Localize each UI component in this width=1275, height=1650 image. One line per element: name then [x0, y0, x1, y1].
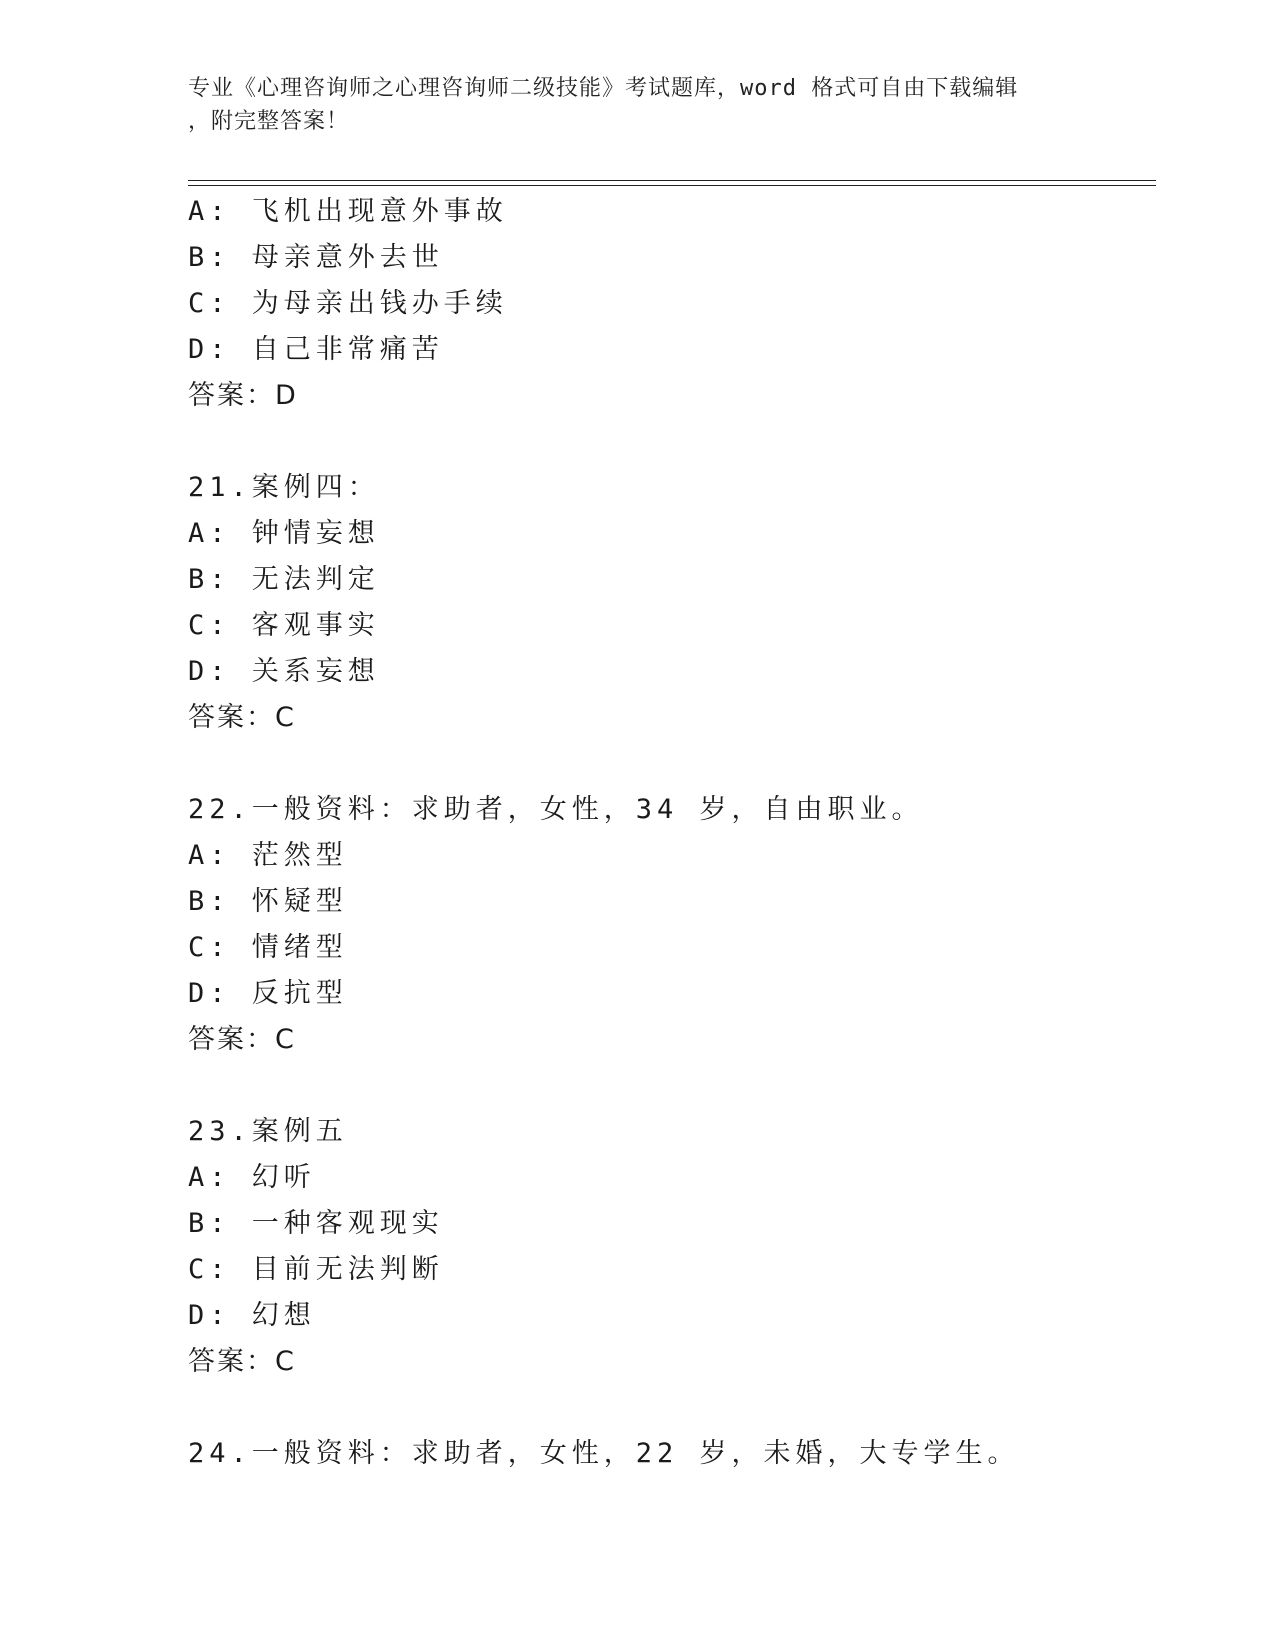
header-line-1: 专业《心理咨询师之心理咨询师二级技能》考试题库，word 格式可自由下载编辑 — [188, 76, 1019, 101]
option-a: A: 飞机出现意外事故 — [188, 196, 508, 227]
question-block-24 — [188, 1431, 1156, 1477]
option-c: C: 为母亲出钱办手续 — [188, 288, 508, 319]
option-c: C: 目前无法判断 — [188, 1254, 444, 1285]
question-block-20 — [188, 189, 1156, 419]
spacer — [188, 1385, 1156, 1431]
option-b: B: 无法判定 — [188, 564, 380, 595]
option-b: B: 一种客观现实 — [188, 1208, 444, 1239]
option-d: D: 反抗型 — [188, 978, 348, 1009]
spacer — [188, 1063, 1156, 1109]
answer-line: 答案：C — [188, 1024, 296, 1055]
header-divider-bottom — [188, 185, 1156, 186]
question-block-22 — [188, 787, 1156, 1063]
option-a: A: 茫然型 — [188, 840, 348, 871]
option-a: A: 幻听 — [188, 1162, 316, 1193]
option-c: C: 情绪型 — [188, 932, 348, 963]
question-block-21 — [188, 465, 1156, 741]
question-title: 24.一般资料：求助者，女性，22 岁，未婚，大专学生。 — [188, 1438, 1020, 1469]
question-title: 23.案例五 — [188, 1116, 348, 1147]
option-a: A: 钟情妄想 — [188, 518, 380, 549]
option-d: D: 自己非常痛苦 — [188, 334, 444, 365]
answer-line: 答案：C — [188, 702, 296, 733]
option-b: B: 母亲意外去世 — [188, 242, 444, 273]
option-d: D: 幻想 — [188, 1300, 316, 1331]
option-b: B: 怀疑型 — [188, 886, 348, 917]
header-line-2: ，附完整答案！ — [188, 109, 350, 134]
question-title: 22.一般资料：求助者，女性，34 岁，自由职业。 — [188, 794, 924, 825]
question-list — [188, 189, 1156, 1477]
option-c: C: 客观事实 — [188, 610, 380, 641]
spacer — [188, 741, 1156, 787]
header-divider-top — [188, 180, 1156, 181]
answer-line: 答案：C — [188, 1346, 296, 1377]
question-block-23 — [188, 1109, 1156, 1385]
document-header — [188, 72, 1088, 138]
question-title: 21.案例四： — [188, 472, 380, 503]
option-d: D: 关系妄想 — [188, 656, 380, 687]
answer-line: 答案：D — [188, 380, 298, 411]
spacer — [188, 419, 1156, 465]
